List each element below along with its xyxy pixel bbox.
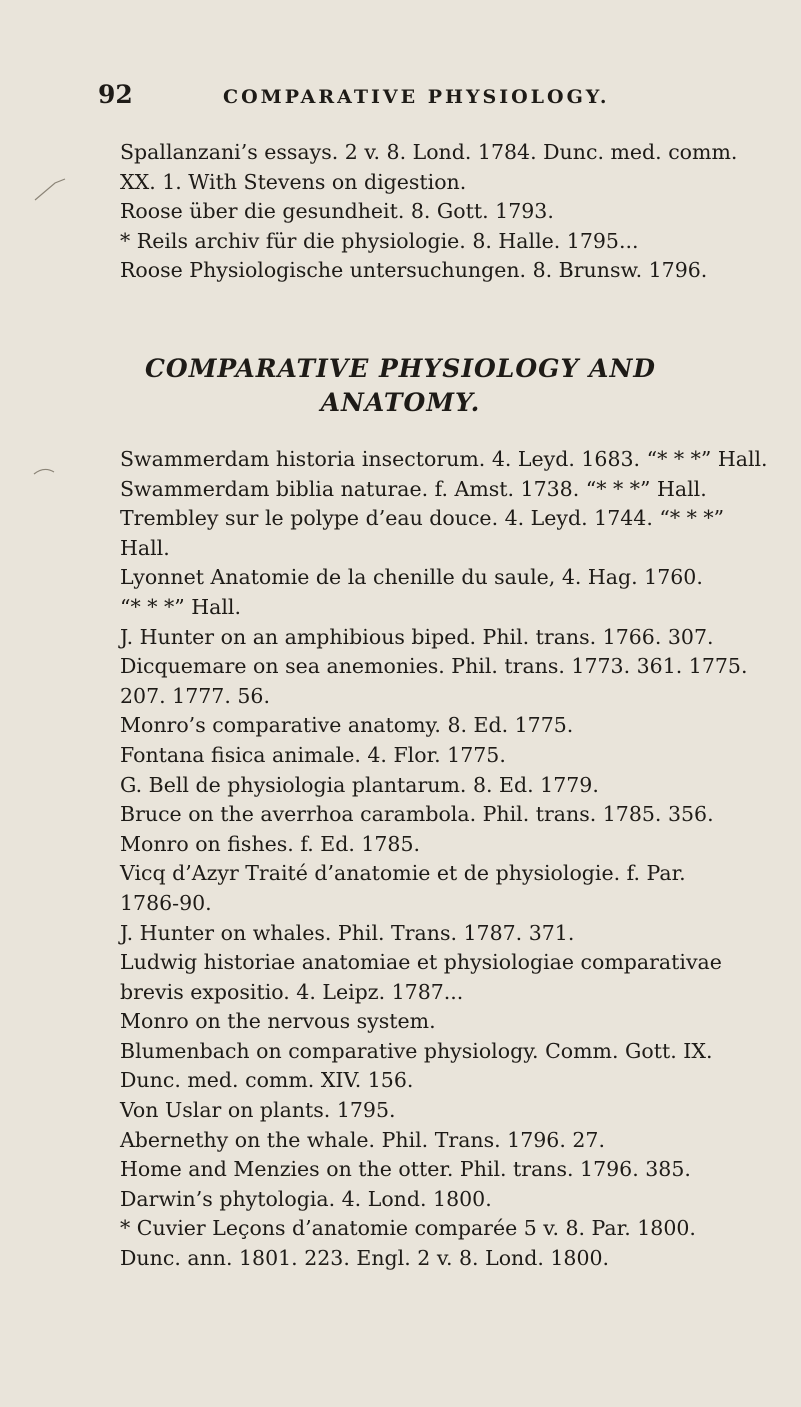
bibliography-entry [120, 1096, 780, 1126]
entry-line: Roose Physiologische untersuchungen. 8. Brunsw. 1796. [120, 258, 708, 283]
entry-list [120, 445, 780, 1274]
bibliography-entry [120, 1126, 780, 1156]
bibliography-entry [120, 1007, 780, 1037]
section-title-line: COMPARATIVE PHYSIOLOGY AND [145, 354, 656, 383]
bibliography-entry [120, 771, 780, 801]
bibliography-entry [120, 1155, 780, 1185]
bibliography-entry [120, 830, 780, 860]
bibliography-entry [120, 800, 780, 830]
bibliography-entry [120, 711, 780, 741]
entry-line: Trembley sur le polype d’eau douce. 4. Leyd. 1744. “* * *” [120, 506, 725, 531]
entry-line: * Cuvier Leçons d’anatomie comparée 5 v. 8. Par. 1800. [120, 1216, 696, 1241]
bibliography-entry [120, 859, 780, 918]
running-head: COMPARATIVE PHYSIOLOGY. [223, 86, 610, 108]
entry-line: J. Hunter on whales. Phil. Trans. 1787. 371. [120, 920, 575, 945]
bibliography-entry [120, 1037, 780, 1096]
bibliography-entry [120, 919, 780, 949]
bibliography-entry [120, 563, 780, 622]
entry-line: XX. 1. With Stevens on digestion. [120, 169, 467, 194]
entry-line: Dunc. ann. 1801. 223. Engl. 2 v. 8. Lond. 1800. [120, 1246, 610, 1271]
bibliography-entry [120, 138, 780, 197]
bibliography-entry [120, 948, 780, 1007]
entry-line: “* * *” Hall. [120, 594, 241, 619]
bibliography-entry [120, 256, 780, 286]
entry-line: Dunc. med. comm. XIV. 156. [120, 1068, 414, 1093]
bibliography-entry [120, 445, 780, 475]
bibliography-entry [120, 1185, 780, 1215]
bibliography-entry [120, 504, 780, 563]
entry-line: brevis expositio. 4. Leipz. 1787... [120, 979, 464, 1004]
top-entry-list [120, 138, 780, 286]
entry-line: Vicq d’Azyr Traité d’anatomie et de physiologie. f. Par. [120, 861, 686, 886]
entry-line: G. Bell de physiologia plantarum. 8. Ed. 1779. [120, 772, 599, 797]
entry-line: Hall. [120, 535, 170, 560]
entry-line: Blumenbach on comparative physiology. Comm. Gott. IX. [120, 1038, 713, 1063]
bibliography-entry [120, 197, 780, 227]
entry-line: * Reils archiv für die physiologie. 8. Halle. 1795... [120, 228, 639, 253]
entry-line: Monro on the nervous system. [120, 1009, 436, 1034]
entry-line: Lyonnet Anatomie de la chenille du saule, 4. Hag. 1760. [120, 565, 703, 590]
page-number: 92 [98, 80, 133, 109]
entry-line: Abernethy on the whale. Phil. Trans. 1796. 27. [120, 1127, 605, 1152]
entry-line: Von Uslar on plants. 1795. [120, 1098, 396, 1123]
pencil-mark-icon [30, 175, 70, 205]
section-title-line: ANATOMY. [320, 388, 481, 417]
page-header [98, 80, 718, 114]
entry-line: Dicquemare on sea anemonies. Phil. trans. 1773. 361. 1775. [120, 654, 748, 679]
bibliography-entry [120, 1214, 780, 1273]
entry-line: 1786-90. [120, 890, 212, 915]
entry-line: Fontana fisica animale. 4. Flor. 1775. [120, 742, 506, 767]
entry-line: Home and Menzies on the otter. Phil. trans. 1796. 385. [120, 1157, 691, 1182]
entry-line: 207. 1777. 56. [120, 683, 270, 708]
section-title [0, 352, 801, 420]
bibliography-entry [120, 623, 780, 653]
entry-line: Monro on fishes. f. Ed. 1785. [120, 831, 421, 856]
bibliography-entry [120, 652, 780, 711]
bibliography-entry [120, 475, 780, 505]
pencil-mark-icon [30, 460, 70, 490]
entry-line: Monro’s comparative anatomy. 8. Ed. 1775. [120, 713, 574, 738]
entry-line: Bruce on the averrhoa carambola. Phil. trans. 1785. 356. [120, 802, 714, 827]
entry-line: Spallanzani’s essays. 2 v. 8. Lond. 1784. Dunc. med. comm. [120, 140, 738, 164]
entry-line: Darwin’s phytologia. 4. Lond. 1800. [120, 1186, 492, 1211]
bibliography-entry [120, 227, 780, 257]
entry-line: Swammerdam biblia naturae. f. Amst. 1738. “* * *” Hall. [120, 476, 707, 501]
entry-line: Ludwig historiae anatomiae et physiologiae comparativae [120, 950, 722, 975]
entry-line: Swammerdam historia insectorum. 4. Leyd. 1683. “* * *” Hall. [120, 447, 768, 471]
bibliography-entry [120, 741, 780, 771]
entry-line: J. Hunter on an amphibious biped. Phil. trans. 1766. 307. [120, 624, 714, 649]
entry-line: Roose über die gesundheit. 8. Gott. 1793. [120, 199, 554, 224]
